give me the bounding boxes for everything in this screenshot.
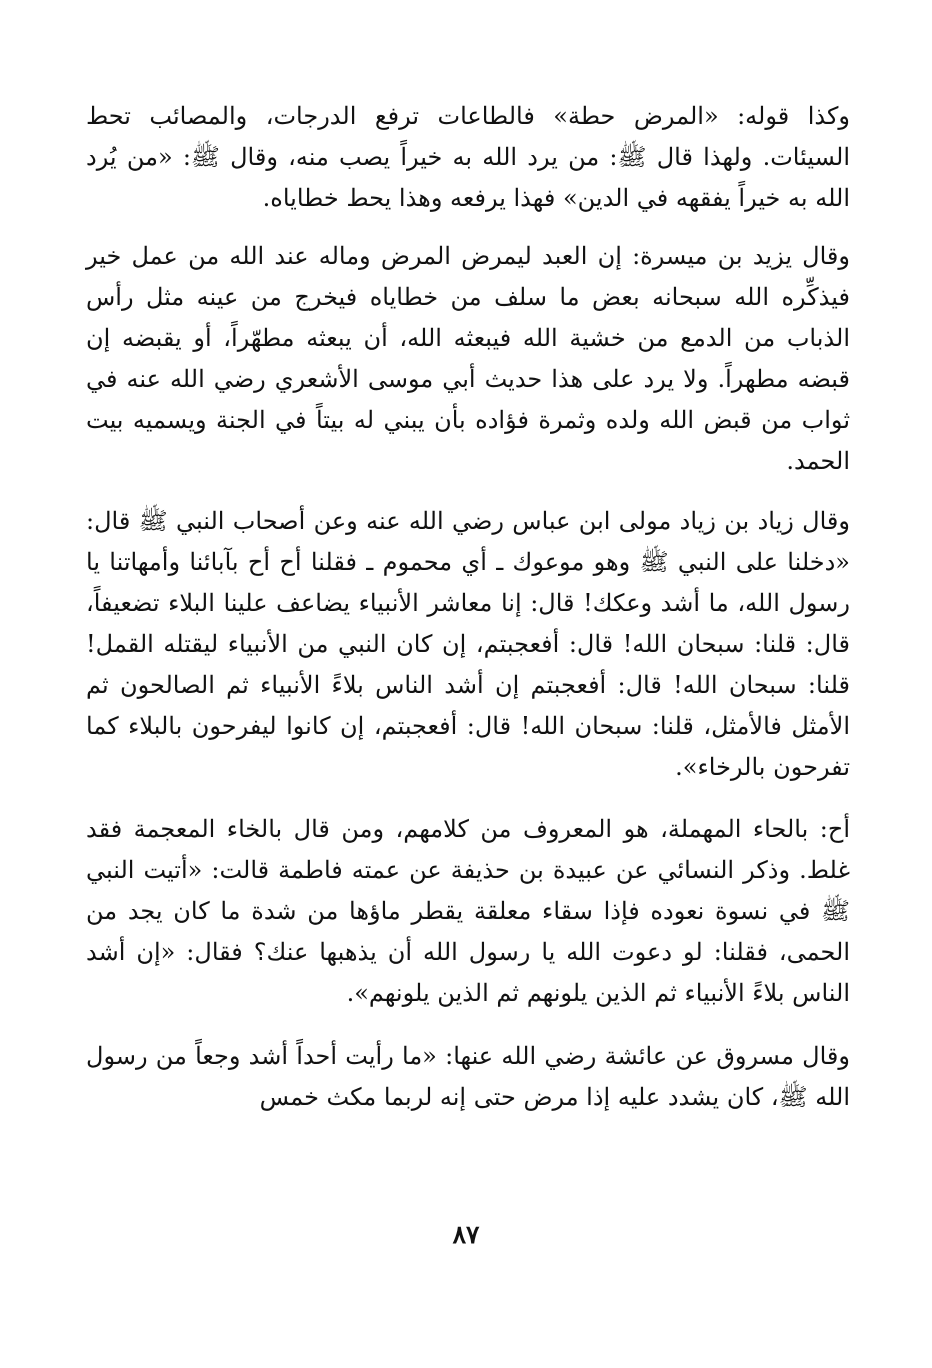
paragraph-1: وكذا قوله: «المرض حطة» فالطاعات ترفع الدرجات، والمصائب تحط السيئات. ولهذا قال ﷺ: من يرد الله به خيراً يصب منه، وقال ﷺ: «من يُرد الله به خيراً يفقهه في الدين» فهذا يرفعه وهذا يحط خطاياه. bbox=[86, 102, 850, 212]
page-body bbox=[86, 96, 850, 1118]
paragraph-2: وقال يزيد بن ميسرة: إن العبد ليمرض المرض وماله عند الله من عمل خير فيذكِّره الله سبحانه بعض ما سلف من خطاياه فيخرج من عينه مثل رأس الذباب من الدمع من خشية الله فيبعثه الله، أن يبعثه مطهّراً، أو يقبضه إن قبضه مطهراً. ولا يرد على هذا حديث أبي موسى الأشعري رضي الله عنه في ثواب من قبض الله ولده وثمرة فؤاده بأن يبني له بيتاً في الجنة ويسميه بيت الحمد. bbox=[86, 242, 850, 475]
paragraph-5: وقال مسروق عن عائشة رضي الله عنها: «ما رأيت أحداً أشد وجعاً من رسول الله ﷺ، كان يشدد عليه إذا مرض حتى إنه لربما مكث خمس bbox=[86, 1042, 850, 1111]
paragraph-4: أح: بالحاء المهملة، هو المعروف من كلامهم، ومن قال بالخاء المعجمة فقد غلط. وذكر النسائي عن عبيدة بن حذيفة عن عمته فاطمة قالت: «أتيت النبي ﷺ في نسوة نعوده فإذا سقاء معلقة يقطر ماؤها من شدة ما كان يجد من الحمى، فقلنا: لو دعوت الله يا رسول الله أن يذهبها عنك؟ فقال: «إن أشد الناس بلاءً الأنبياء ثم الذين يلونهم ثم الذين يلونهم». bbox=[86, 815, 851, 1007]
page-number: ٨٧ bbox=[452, 1220, 480, 1249]
paragraph-3: وقال زياد بن زياد مولى ابن عباس رضي الله عنه وعن أصحاب النبي ﷺ قال: «دخلنا على النبي ﷺ وهو موعوك ـ أي محموم ـ فقلنا أح أح بآبائنا وأمهاتنا يا رسول الله، ما أشد وعكك! قال: إنا معاشر الأنبياء يضاعف علينا البلاء تضعيفاً، قال: قلنا: سبحان الله! قال: أفعجبتم، إن كان النبي من الأنبياء ليقتله القمل! قلنا: سبحان الله! قال: أفعجبتم إن أشد الناس بلاءً الأنبياء ثم الصالحون ثم الأمثل فالأمثل، قلنا: سبحان الله! قال: أفعجبتم، إن كانوا ليفرحون بالبلاء كما تفرحون بالرخاء». bbox=[86, 507, 850, 781]
